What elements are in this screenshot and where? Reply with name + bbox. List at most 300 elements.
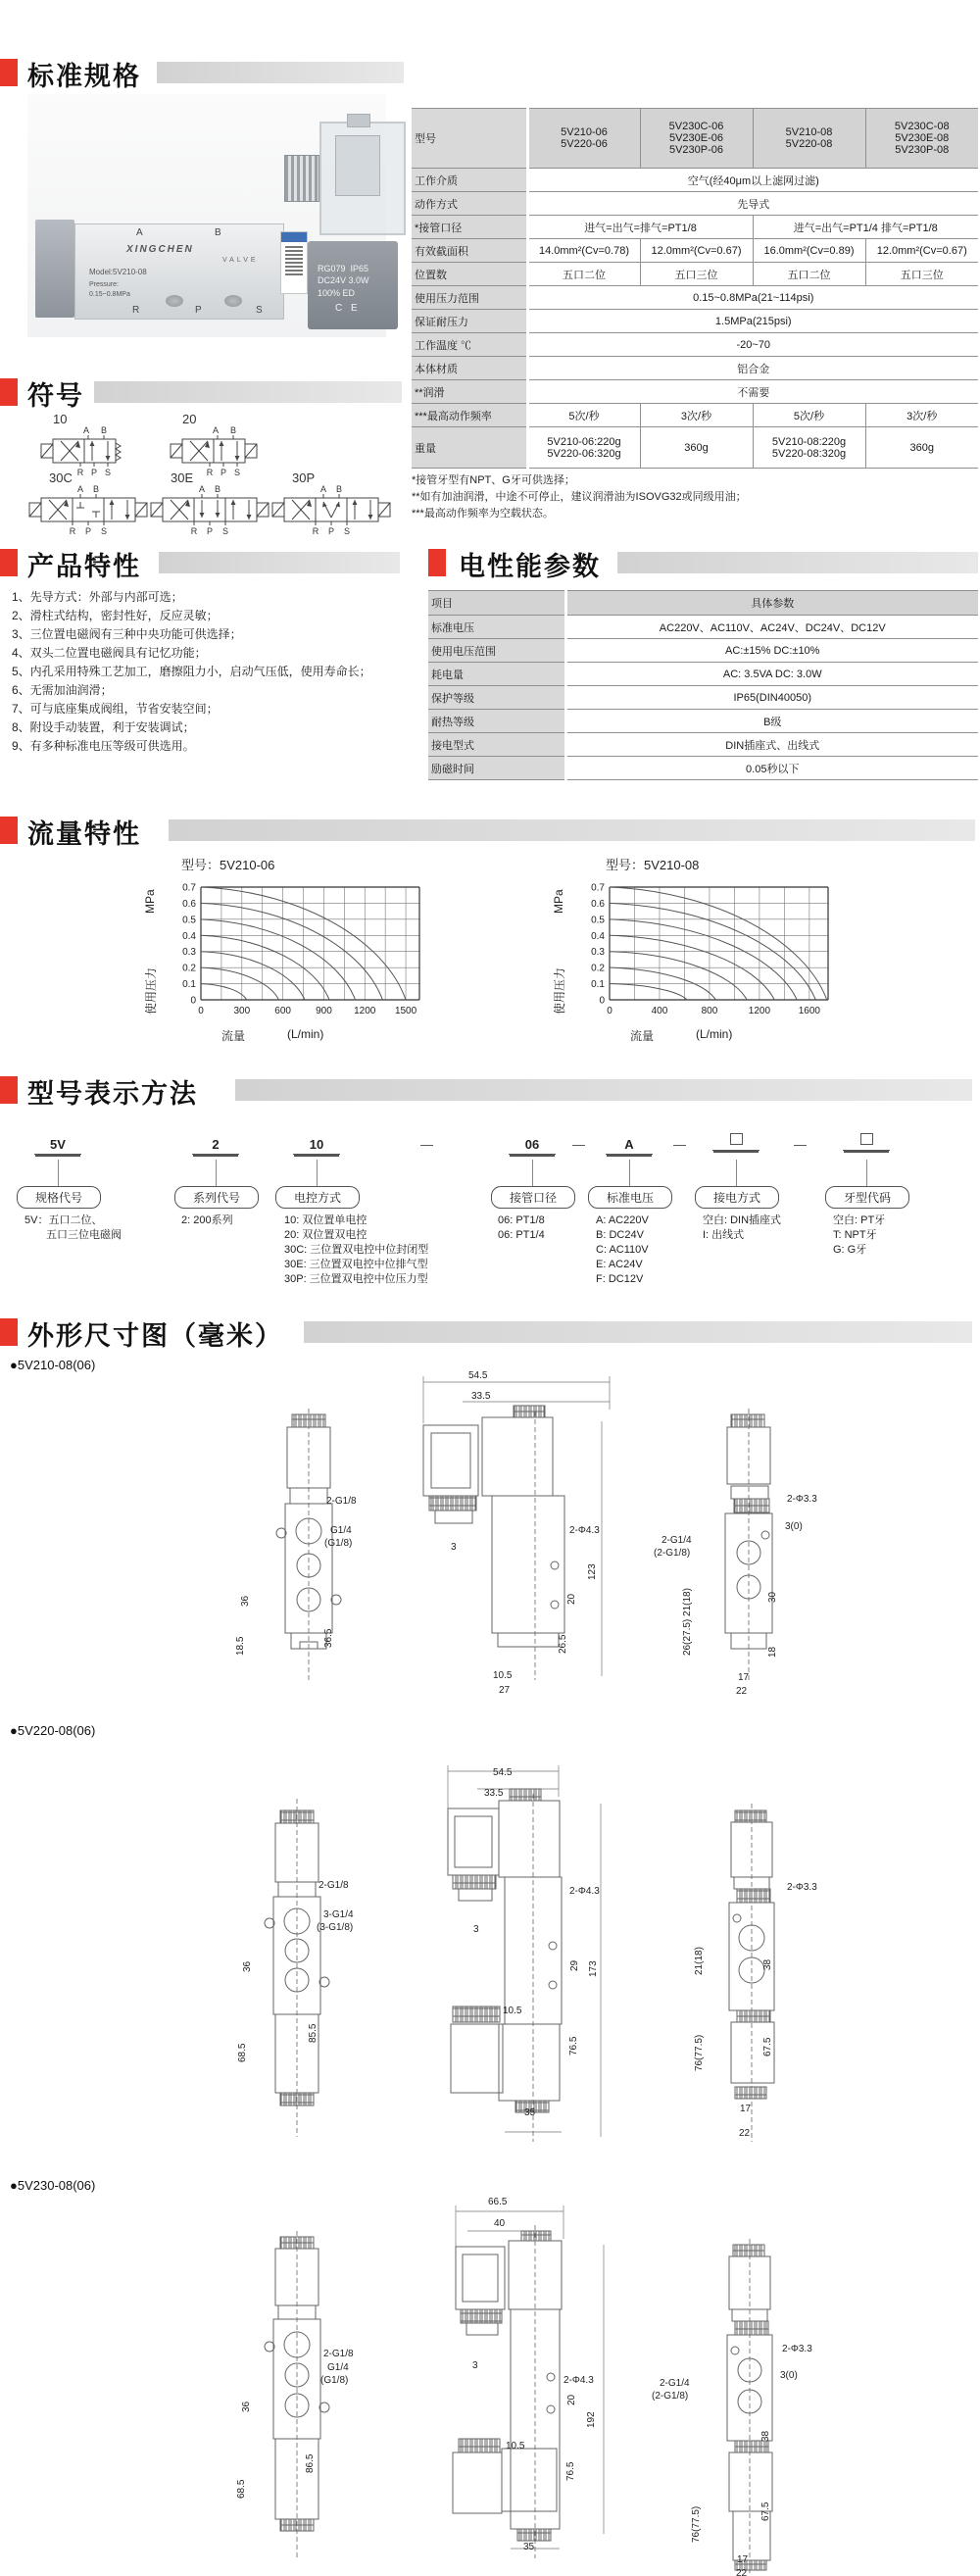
section-accent-block: [0, 59, 18, 86]
feature-item: 3、三位置电磁阀有三种中央功能可供选择；: [12, 627, 242, 641]
photo-port-p: P: [195, 305, 202, 316]
spec-value: 360g: [865, 427, 978, 469]
connector-nut: [284, 155, 319, 202]
photo-sticker: [280, 231, 308, 294]
svg-text:0.7: 0.7: [182, 882, 196, 894]
chart-xlabel-unit: (L/min): [287, 1027, 324, 1041]
symbol-port-r: R: [69, 526, 76, 535]
symbol-port-b: B: [214, 484, 221, 494]
spec-value: 0.15~0.8MPa(21~114psi): [527, 286, 978, 310]
spec-value: 先导式: [527, 192, 978, 216]
code-pill-control: 电控方式: [275, 1186, 360, 1209]
spec-value: 16.0mm²(Cv=0.89): [753, 239, 865, 263]
symbol-code-30c: 30C: [49, 471, 73, 485]
dim-label: 35: [524, 2107, 536, 2118]
desc-line: 20: 双位置双电控: [284, 1229, 368, 1241]
symbol-port-r: R: [312, 526, 319, 535]
dim-label: 2-Φ3.3: [782, 2344, 812, 2354]
section-accent-block: [428, 549, 446, 576]
feature-item: 8、附设手动装置，利于安装调试；: [12, 720, 195, 734]
svg-text:0.3: 0.3: [182, 947, 196, 959]
feature-item: 6、无需加油润滑；: [12, 683, 113, 697]
dim-label: 3(0): [785, 1521, 803, 1532]
code-segment-a: A: [606, 1137, 653, 1155]
dim-label: 38: [762, 1958, 773, 1970]
photo-port-b: B: [215, 227, 221, 238]
dim-label: 85.5: [308, 2023, 318, 2043]
symbol-port-p: P: [90, 468, 98, 476]
code-pill-thread: 牙型代码: [825, 1186, 909, 1209]
spec-value: 1.5MPa(215psi): [527, 310, 978, 333]
spec-table: [412, 108, 978, 469]
symbol-port-a: A: [82, 425, 90, 435]
section-bar: [169, 819, 975, 841]
dim-label: 2-Φ3.3: [787, 1882, 817, 1893]
photo-port-a: A: [136, 227, 143, 238]
dim-label: 10.5: [493, 1670, 513, 1681]
electrical-value: 0.05秒以下: [565, 757, 978, 780]
code-pill-port: 接管口径: [491, 1186, 575, 1209]
photo-model-text: Model:5V210-08: [89, 268, 147, 276]
code-segment-2: 2: [192, 1137, 239, 1155]
symbol-port-b: B: [100, 425, 108, 435]
symbol-port-s: S: [343, 526, 351, 535]
product-photo: [27, 94, 386, 337]
code-desc-thread: [833, 1214, 885, 1258]
feature-item: 9、有多种标准电压等级可供选用。: [12, 739, 195, 753]
dim-label: 30: [767, 1591, 778, 1603]
chart-plot-area: [554, 874, 897, 1021]
section-accent-block: [0, 549, 18, 576]
spec-row-label: 动作方式: [412, 192, 527, 216]
model-line: 5V230P-08: [895, 144, 950, 156]
dim-label: 17: [737, 2554, 749, 2565]
flow-chart-5v210-06: [145, 853, 488, 1049]
coil-text-3: 100% ED: [318, 288, 356, 298]
feature-item: 2、滑柱式结构，密封性好，反应灵敏；: [12, 609, 219, 622]
dim-label: 18: [767, 1646, 778, 1658]
spec-row-label: 型号: [412, 109, 527, 169]
model-line: 5V230E-06: [668, 132, 724, 144]
spec-value: 3次/秒: [865, 404, 978, 427]
dim-label: G1/4: [327, 2362, 349, 2373]
dim-label: 22: [736, 2568, 748, 2576]
dim-label: 33.5: [484, 1788, 504, 1799]
photo-port-hole: [166, 295, 183, 307]
spec-value: 不需要: [527, 380, 978, 404]
dim-label: 76(77.5): [694, 2034, 705, 2071]
dim-label: 2-G1/8: [318, 1880, 349, 1891]
chart-ylabel-unit: MPa: [143, 889, 157, 914]
svg-text:400: 400: [651, 1006, 668, 1016]
chart-ylabel: 使用压力: [144, 966, 158, 1015]
svg-text:0: 0: [190, 995, 196, 1007]
svg-text:0.5: 0.5: [182, 915, 196, 926]
desc-line: 2: 200系列: [181, 1214, 233, 1226]
solenoid-coil: [308, 241, 398, 329]
code-pill-connection: 接电方式: [695, 1186, 779, 1209]
desc-line: F: DC12V: [596, 1273, 644, 1285]
desc-line: 空白: DIN插座式: [703, 1214, 782, 1226]
symbol-port-a: A: [76, 484, 84, 494]
desc-line: 30C: 三位置双电控中位封闭型: [284, 1244, 429, 1256]
model-line: 5V230C-08: [894, 121, 950, 132]
dim-label: 66.5: [488, 2197, 508, 2207]
dim-label: 76(77.5): [691, 2505, 702, 2543]
blank-code-box: [860, 1133, 873, 1145]
spec-value: 空气(经40μm以上滤网过滤): [527, 169, 978, 192]
code-dash: —: [572, 1137, 585, 1152]
model-line: 5V230P-06: [668, 144, 724, 156]
weight-line: 5V210-06:220g: [547, 435, 621, 448]
spec-row-label: 有效截面积: [412, 239, 527, 263]
dim-label: 22: [739, 2128, 751, 2139]
model-line: 5V210-08: [785, 126, 833, 138]
dim-label: G1/4: [330, 1525, 352, 1536]
dimension-block-label-1: ●5V210-08(06): [10, 1358, 96, 1372]
symbol-port-p: P: [220, 468, 227, 476]
connector-inner: [335, 135, 380, 196]
dim-label: 3: [472, 2360, 478, 2371]
svg-text:0.6: 0.6: [182, 898, 196, 910]
code-segment-5v: 5V: [34, 1137, 81, 1155]
desc-line: I: 出线式: [703, 1229, 745, 1241]
spec-row-label: 使用压力范围: [412, 286, 527, 310]
code-segment-10: 10: [293, 1137, 340, 1155]
spec-value: [527, 427, 640, 469]
symbol-port-a: A: [319, 484, 327, 494]
svg-text:0.1: 0.1: [591, 979, 605, 991]
dim-label: 2-Φ4.3: [569, 1886, 600, 1897]
dim-label: 38: [760, 2430, 771, 2442]
dim-label: 20: [566, 2394, 577, 2405]
code-pill-series: 系列代号: [174, 1186, 259, 1209]
spec-value: 五口二位: [527, 263, 640, 286]
dim-label: 2-Φ3.3: [787, 1494, 817, 1505]
code-desc-series: [181, 1214, 233, 1228]
spec-row-label: 重量: [412, 427, 527, 469]
section-bar: [94, 381, 402, 403]
code-dash: —: [673, 1137, 686, 1152]
section-bar: [159, 552, 400, 573]
svg-text:0: 0: [607, 1006, 612, 1016]
spec-value: 5次/秒: [753, 404, 865, 427]
desc-line: 空白: PT牙: [833, 1214, 886, 1226]
electrical-value: AC220V、AC110V、AC24V、DC24V、DC12V: [565, 616, 978, 639]
svg-text:0.3: 0.3: [591, 947, 605, 959]
dim-label: 3-G1/4: [323, 1909, 354, 1920]
valve-endcap: [35, 220, 74, 318]
symbol-port-p: P: [327, 526, 335, 535]
dimension-block-label-3: ●5V230-08(06): [10, 2178, 96, 2193]
section-bar: [617, 552, 978, 573]
code-connector-line: [317, 1160, 318, 1186]
spec-value: 12.0mm²(Cv=0.67): [640, 239, 753, 263]
coil-text-2: DC24V 3.0W: [318, 275, 369, 285]
code-desc-voltage: [596, 1214, 649, 1287]
symbol-code-10: 10: [53, 412, 68, 426]
dim-label: 68.5: [237, 2043, 248, 2062]
dimension-drawing-5v220: [235, 1750, 980, 2152]
svg-text:0.5: 0.5: [591, 915, 605, 926]
section-title-features: 产品特性: [27, 552, 141, 581]
electrical-value: IP65(DIN40050): [565, 686, 978, 710]
electrical-value: DIN插座式、出线式: [565, 733, 978, 757]
spec-row-label: 工作介质: [412, 169, 527, 192]
symbol-port-r: R: [206, 468, 214, 476]
code-segment-blank-1: [712, 1133, 760, 1151]
code-segment-06: 06: [509, 1137, 556, 1155]
weight-line: 5V220-06:320g: [547, 447, 621, 460]
dim-label: 10.5: [506, 2441, 525, 2452]
section-accent-block: [0, 817, 18, 844]
spec-value: 360g: [640, 427, 753, 469]
connector-screw: [347, 114, 370, 127]
dim-label: 86.5: [305, 2453, 316, 2473]
svg-text:600: 600: [274, 1006, 291, 1016]
dim-label: 36: [242, 1960, 253, 1972]
model-line: 5V220-06: [561, 138, 608, 150]
dim-label: 17: [738, 1672, 750, 1683]
desc-line: B: DC24V: [596, 1229, 644, 1241]
electrical-header: 具体参数: [565, 591, 978, 616]
photo-port-s: S: [256, 305, 263, 316]
spec-row-label: 工作温度 ℃: [412, 333, 527, 357]
section-bar: [304, 1321, 972, 1343]
spec-value: 12.0mm²(Cv=0.67): [865, 239, 978, 263]
desc-line: 30E: 三位置双电控中位排气型: [284, 1259, 428, 1270]
electrical-value: B级: [565, 710, 978, 733]
weight-line: 5V210-08:220g: [771, 435, 847, 448]
spec-model-col: [753, 109, 865, 169]
model-line: 5V230C-06: [668, 121, 724, 132]
dim-label: 123: [587, 1563, 598, 1580]
symbol-port-r: R: [190, 526, 198, 535]
photo-pressure-value: 0.15~0.8MPa: [89, 291, 130, 298]
weight-line: 5V220-08:320g: [771, 447, 847, 460]
dim-label: 2-G1/8: [323, 2349, 354, 2359]
valve-symbol-30p: [269, 484, 402, 535]
model-line: 5V230E-08: [895, 132, 950, 144]
desc-line: C: AC110V: [596, 1244, 649, 1256]
feature-item: 1、先导方式：外部与内部可选；: [12, 590, 183, 604]
spec-value: 铝合金: [527, 357, 978, 380]
section-title-flow: 流量特性: [27, 819, 141, 849]
dim-label: 67.5: [760, 2502, 771, 2521]
symbol-code-30p: 30P: [292, 471, 316, 485]
chart-xlabel-unit: (L/min): [696, 1027, 733, 1041]
electrical-row-label: 耗电量: [428, 663, 565, 686]
dim-label: (2-G1/8): [652, 2391, 689, 2402]
photo-port-hole: [224, 295, 242, 307]
svg-text:1600: 1600: [798, 1006, 821, 1016]
electrical-table: [428, 590, 978, 780]
dim-label: 76.5: [568, 2036, 579, 2056]
feature-item: 4、双头二位置电磁阀具有记忆功能；: [12, 646, 207, 660]
spec-value: 进气=出气=PT1/4 排气=PT1/8: [753, 216, 978, 239]
sticker-barcode: [285, 246, 303, 275]
svg-text:0: 0: [599, 995, 605, 1007]
dimension-drawing-5v230: [235, 2196, 980, 2576]
dim-label: 2-Φ4.3: [569, 1525, 600, 1536]
dim-label: 18.5: [235, 1636, 246, 1656]
electrical-row-label: 接电型式: [428, 733, 565, 757]
desc-line: 06: PT1/8: [498, 1214, 545, 1226]
spec-value: 五口三位: [640, 263, 753, 286]
dimension-block-label-2: ●5V220-08(06): [10, 1723, 96, 1738]
section-title-electrical: 电性能参数: [459, 552, 601, 581]
electrical-header: 项目: [428, 591, 565, 616]
section-accent-block: [0, 1318, 18, 1346]
code-connector-line: [532, 1160, 533, 1186]
code-pill-voltage: 标准电压: [588, 1186, 672, 1209]
symbol-port-a: A: [198, 484, 206, 494]
dim-label: 54.5: [493, 1767, 513, 1778]
desc-line: G: G牙: [833, 1244, 867, 1256]
dim-label: 27: [499, 1685, 511, 1696]
chart-ylabel-unit: MPa: [552, 889, 565, 914]
spec-value: 五口三位: [865, 263, 978, 286]
spec-model-col: [640, 109, 753, 169]
symbol-port-p: P: [84, 526, 92, 535]
spec-value: [753, 427, 865, 469]
spec-value: 3次/秒: [640, 404, 753, 427]
svg-text:0.4: 0.4: [591, 930, 605, 942]
dim-label: 33.5: [471, 1391, 491, 1402]
svg-text:0.1: 0.1: [182, 979, 196, 991]
spec-value: 5次/秒: [527, 404, 640, 427]
svg-text:300: 300: [233, 1006, 251, 1016]
code-desc-port: [498, 1214, 545, 1243]
spec-model-col: [865, 109, 978, 169]
feature-item: 5、内孔采用特殊工艺加工，磨擦阻力小，启动气压低，使用寿命长；: [12, 665, 371, 678]
photo-pressure-label: Pressure:: [89, 281, 119, 288]
desc-line: 5V：五口二位、: [24, 1214, 103, 1226]
code-dash: —: [794, 1137, 807, 1152]
svg-text:0.6: 0.6: [591, 898, 605, 910]
valve-body: [74, 223, 284, 320]
symbol-port-r: R: [76, 468, 84, 476]
chart-ylabel: 使用压力: [553, 966, 566, 1015]
dim-label: 54.5: [468, 1370, 488, 1381]
din-connector: [319, 122, 406, 235]
chart-title: 型号：5V210-06: [181, 858, 275, 872]
desc-line: T: NPT牙: [833, 1229, 877, 1241]
spec-row-label: *接管口径: [412, 216, 527, 239]
dim-label: 76.5: [565, 2461, 576, 2481]
model-code-diagram: [0, 1129, 980, 1301]
spec-value: -20~70: [527, 333, 978, 357]
code-desc-control: [284, 1214, 428, 1287]
spec-row-label: 保证耐压力: [412, 310, 527, 333]
dim-label: 3: [473, 1924, 479, 1935]
electrical-row-label: 保护等级: [428, 686, 565, 710]
dim-label: 36: [240, 1595, 251, 1607]
section-title-dimensions: 外形尺寸图（毫米）: [27, 1321, 283, 1351]
coil-text-ce: C E: [335, 303, 361, 314]
desc-line: 五口三位电磁阀: [24, 1229, 122, 1241]
dim-label: 2-Φ4.3: [564, 2375, 594, 2386]
svg-text:0.7: 0.7: [591, 882, 605, 894]
electrical-row-label: 使用电压范围: [428, 639, 565, 663]
spec-note-2: **如有加油润滑，中途不可停止，建议润滑油为ISOVG32或同级用油；: [412, 491, 747, 503]
svg-text:0: 0: [198, 1006, 204, 1016]
symbol-port-b: B: [92, 484, 100, 494]
photo-port-r: R: [132, 305, 140, 316]
spec-row-label: ***最高动作频率: [412, 404, 527, 427]
section-accent-block: [0, 378, 18, 406]
dim-label: 36.5: [323, 1628, 334, 1648]
svg-text:0.2: 0.2: [182, 963, 196, 974]
spec-value: 14.0mm²(Cv=0.78): [527, 239, 640, 263]
feature-item: 7、可与底座集成阀组，节省安装空间；: [12, 702, 219, 716]
model-line: 5V210-06: [561, 126, 608, 138]
dim-label: 26.5: [558, 1634, 568, 1654]
chart-plot-area: [145, 874, 488, 1021]
dim-label: 68.5: [236, 2479, 247, 2499]
code-desc-connection: [703, 1214, 781, 1243]
valve-symbol-10: [37, 425, 151, 476]
electrical-row-label: 标准电压: [428, 616, 565, 639]
code-connector-line: [736, 1160, 737, 1186]
code-connector-line: [58, 1160, 59, 1186]
feature-list: [12, 588, 418, 756]
symbol-code-30e: 30E: [171, 471, 194, 485]
dim-label: 35: [523, 2542, 535, 2552]
flow-chart-5v210-08: [554, 853, 897, 1049]
brand-sub-text: VALVE: [222, 257, 259, 264]
section-bar: [235, 1079, 972, 1101]
symbol-port-b: B: [229, 425, 237, 435]
valve-symbol-30e: [147, 484, 280, 535]
desc-line: 06: PT1/4: [498, 1229, 545, 1241]
symbol-code-20: 20: [182, 412, 197, 426]
code-desc-spec: [24, 1214, 122, 1243]
blank-code-box: [730, 1133, 743, 1145]
chart-xlabel: 流量: [630, 1029, 655, 1043]
dim-label: 3: [451, 1542, 457, 1553]
dim-label: 21(18): [694, 1947, 705, 1975]
code-connector-line: [216, 1160, 217, 1186]
svg-text:1500: 1500: [394, 1006, 417, 1016]
svg-text:1200: 1200: [354, 1006, 376, 1016]
spec-row-label: 位置数: [412, 263, 527, 286]
desc-line: 30P: 三位置双电控中位压力型: [284, 1273, 428, 1285]
svg-text:800: 800: [701, 1006, 718, 1016]
symbol-port-s: S: [221, 526, 229, 535]
dim-label: (G1/8): [320, 2375, 349, 2386]
chart-xlabel: 流量: [221, 1029, 246, 1043]
spec-row-label: **润滑: [412, 380, 527, 404]
electrical-row-label: 励磁时间: [428, 757, 565, 780]
model-line: 5V220-08: [785, 138, 833, 150]
svg-text:0.4: 0.4: [182, 930, 196, 942]
dim-label: 20: [566, 1593, 577, 1605]
section-title-symbols: 符号: [27, 381, 84, 411]
dim-label: 29: [569, 1959, 580, 1971]
dim-label: 26(27.5) 21(18): [682, 1588, 693, 1656]
dim-label: 36: [241, 2401, 252, 2412]
svg-text:0.2: 0.2: [591, 963, 605, 974]
dim-label: 10.5: [503, 2006, 522, 2016]
dim-label: 17: [740, 2104, 752, 2114]
symbol-port-s: S: [233, 468, 241, 476]
valve-symbol-20: [167, 425, 280, 476]
symbol-port-s: S: [104, 468, 112, 476]
spec-note-3: ***最高动作频率为空载状态。: [412, 508, 554, 520]
dim-label: 40: [494, 2218, 506, 2229]
dim-label: 22: [736, 1686, 748, 1697]
